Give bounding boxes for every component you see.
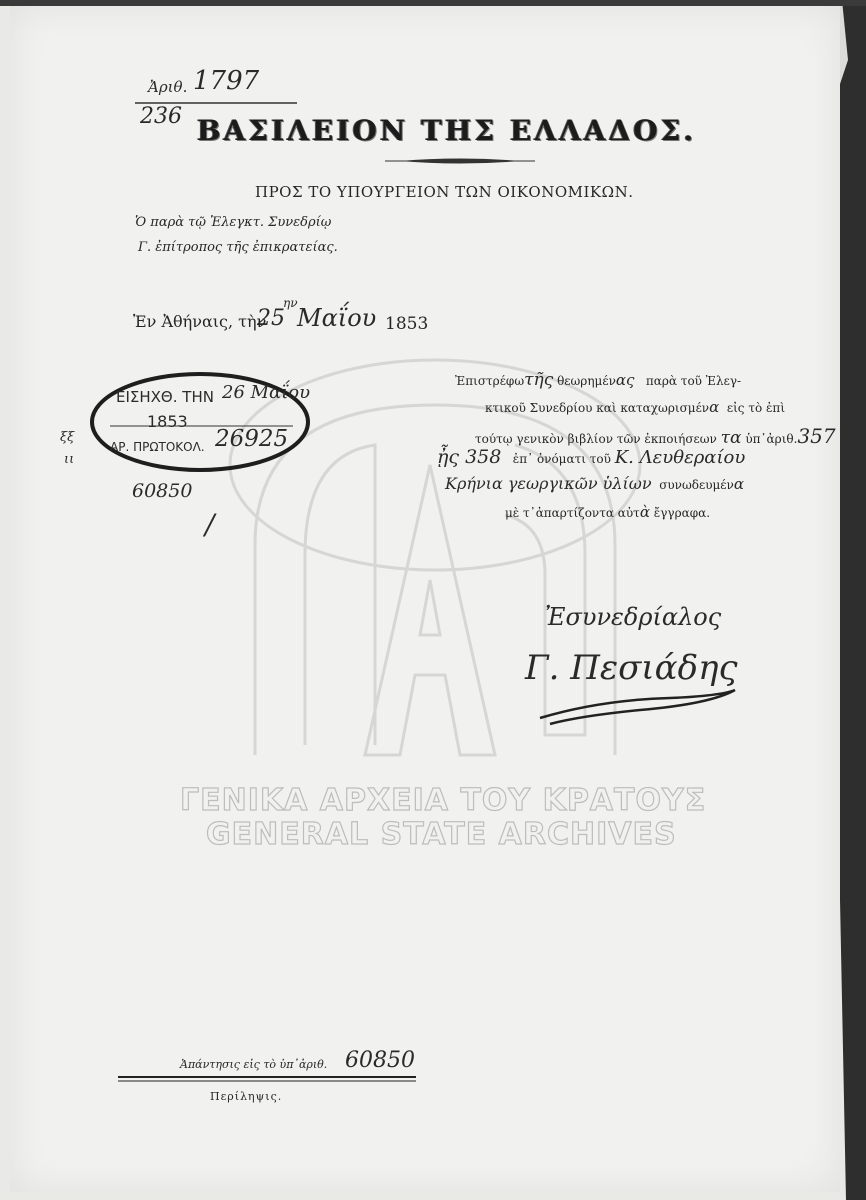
body-line-2 xyxy=(485,398,785,416)
body-line-3-hand2: 357 xyxy=(797,424,836,448)
body-line-1 xyxy=(455,370,741,390)
body-line-1-c: παρὰ τοῦ Ἐλεγ- xyxy=(645,374,742,388)
signature-line-1: Ἐσυνεδρίαλος xyxy=(545,603,722,631)
body-line-2-b: εἰς τὸ ἐπὶ xyxy=(726,401,786,415)
stamp-received-label: ΕΙΣΗΧΘ. ΤΗΝ xyxy=(116,388,214,406)
arith-prefix: Ἀριθ. xyxy=(148,78,188,96)
stamp-year: 1853 xyxy=(147,412,188,431)
body-line-1-hand: τῆς xyxy=(524,370,554,390)
body-line-5-hand2: α xyxy=(733,475,744,493)
sender-line-1: Ὁ παρὰ τῷ Ἐλεγκτ. Συνεδρίῳ xyxy=(135,215,332,230)
title-ornament xyxy=(385,156,535,166)
margin-number: 236 xyxy=(140,104,182,129)
stamp-protocol-label: ΑΡ. ΠΡΩΤΟΚΟΛ. xyxy=(110,440,205,454)
footer-rule xyxy=(118,1074,418,1084)
body-line-6 xyxy=(505,503,710,521)
margin-note-1: ξξ xyxy=(60,430,75,445)
body-line-4-hand2: Κ. Λευθεραίου xyxy=(614,447,746,468)
margin-note-3: 60850 xyxy=(132,480,193,502)
arith-handwritten-number: 1797 xyxy=(193,66,260,96)
document-title: ΒΑΣΙΛΕΙΟΝ ΤΗΣ ΕΛΛΑΔΟΣ. xyxy=(197,114,697,147)
body-line-3-b: ὑπ᾽ἀριθ. xyxy=(745,432,798,446)
date-day-suffix: ην xyxy=(283,296,298,310)
body-line-3-hand: τα xyxy=(720,428,742,448)
body-line-3 xyxy=(475,424,836,448)
reply-prefix: Ἀπάντησις εἰς τὸ ὑπ᾽ἀριθ. xyxy=(180,1058,328,1071)
stamp-received-date: 26 Μαΐου xyxy=(222,382,311,403)
body-line-6-a: μὲ τ᾽ἀπαρτίζοντα αὐτ xyxy=(505,506,640,520)
signature-flourish xyxy=(520,670,750,730)
reply-number: 60850 xyxy=(345,1048,415,1073)
body-line-2-hand: α xyxy=(709,398,720,416)
date-month: Μαΐου xyxy=(297,304,377,332)
watermark-line-english: GENERAL STATE ARCHIVES xyxy=(206,817,677,852)
date-prefix: Ἐν Ἀθήναις, τὴν xyxy=(133,312,267,331)
body-line-6-b: ἔγγραφα. xyxy=(653,506,711,520)
body-line-4 xyxy=(437,446,745,468)
body-line-1-hand2: ας xyxy=(615,371,635,389)
body-line-1-a: Ἐπιστρέφω xyxy=(455,374,525,388)
body-line-5-a: συνωδευμέν xyxy=(659,478,734,492)
date-day: 25 xyxy=(257,306,285,331)
margin-note-4: / xyxy=(205,508,215,541)
body-line-5 xyxy=(445,474,744,493)
summary-label: Περίληψις. xyxy=(210,1090,283,1103)
document-subtitle: ΠΡΟΣ ΤΟ ΥΠΟΥΡΓΕΙΟΝ ΤΩΝ ΟΙΚΟΝΟΜΙΚΩΝ. xyxy=(255,183,634,201)
body-line-4-hand: ᾖς 358 xyxy=(437,446,502,468)
margin-note-2: ιι xyxy=(64,452,75,467)
sender-line-2: Γ. ἐπίτροπος τῆς ἐπικρατείας. xyxy=(138,240,338,255)
signature-line-2: Γ. Πεσιάδης xyxy=(525,648,738,688)
watermark-line-greek: ΓΕΝΙΚΑ ΑΡΧΕΙΑ ΤΟΥ ΚΡΑΤΟΥΣ xyxy=(180,783,707,818)
stamp-protocol-number: 26925 xyxy=(215,426,289,452)
body-line-2-a: κτικοῦ Συνεδρίου καὶ καταχωρισμέν xyxy=(485,401,710,415)
body-line-6-hand: ὰ xyxy=(639,503,650,521)
body-line-1-b: θεωρημέν xyxy=(557,374,616,388)
body-line-4-a: ἐπ᾽ ὀνόματι τοῦ xyxy=(512,452,611,466)
date-year: 1853 xyxy=(385,314,429,334)
body-line-3-a: τούτῳ γενικὸν βιβλίον τῶν ἐκποιήσεων xyxy=(475,432,717,446)
body-line-5-hand: Κρήνια γεωργικῶν ὑλίων xyxy=(445,474,652,493)
